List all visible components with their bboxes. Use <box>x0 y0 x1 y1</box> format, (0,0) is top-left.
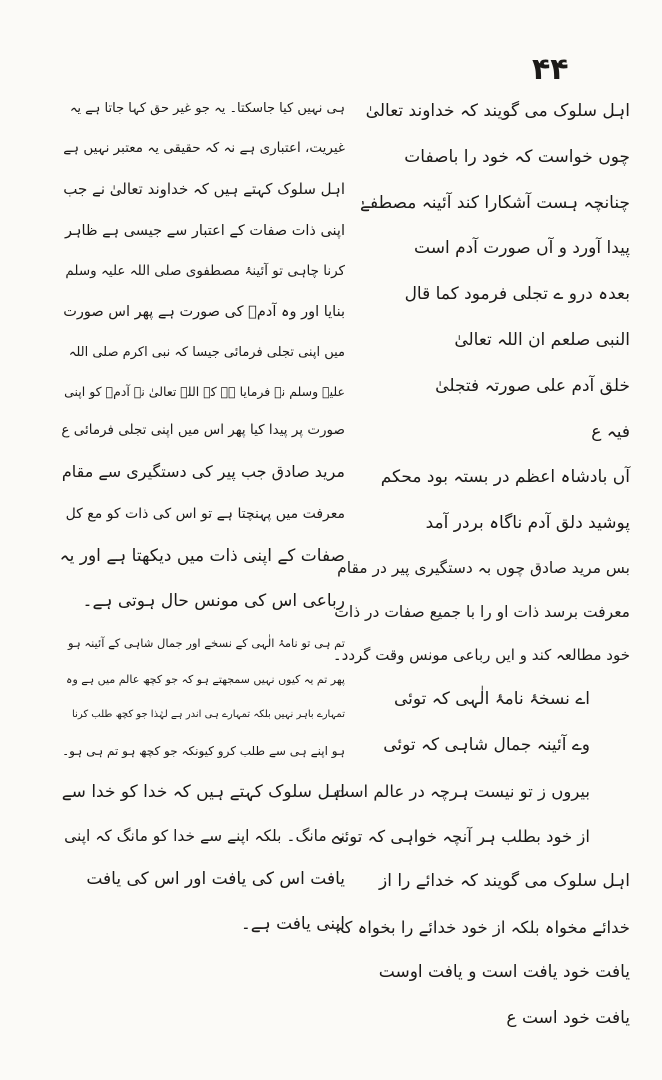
text-line: النبی صلعم ان اللہ تعالیٰ <box>454 329 630 350</box>
text-line: معرفت میں پہنچتا ہے تو اس کی ذات کو مع کل <box>65 505 345 522</box>
text-line: یافت خود است ع <box>506 1007 630 1028</box>
text-line: نہ مانگ۔ بلکہ اپنے سے خدا کو مانگ کہ اپنی <box>64 826 345 845</box>
text-line: یافت اس کی یافت اور اس کی یافت <box>86 869 345 890</box>
text-line: اہل سلوک می گویند کہ خدائے را از <box>379 871 630 892</box>
text-line: بعدہ درو ے تجلی فرمود کما قال <box>404 284 630 305</box>
text-line: خود مطالعہ کند و ایں رباعی مونس وقت گردد۔ <box>332 646 630 665</box>
text-line: یافت خود یافت است و یافت اوست <box>378 962 630 983</box>
verse-translation-line: ہو اپنے ہی سے طلب کرو کیونکہ جو کچھ ہو تم ہی ہو۔ <box>62 744 345 759</box>
verse-line: اے نسخۂ نامۂ الٰہی کہ توئی <box>393 689 590 710</box>
text-line: صورت پر پیدا کیا پھر اس میں اپنی تجلی فرمائی ع <box>61 422 345 439</box>
text-line: صفات کے اپنی ذات میں دیکھتا ہے اور یہ <box>59 546 345 567</box>
text-line: اہل سلوک می گویند کہ خداوند تعالیٰ <box>365 101 630 121</box>
verse-line: از خود بطلب ہر آنچہ خواہی کہ توئی <box>330 827 590 847</box>
text-line: خدائے مخواہ بلکہ از خود خدائے را بخواہ کہ <box>334 917 630 937</box>
text-line: معرفت برسد ذات او را با جمیع صفات در ذات <box>334 602 630 621</box>
text-line: رباعی اس کی مونس حال ہوتی ہے۔ <box>82 590 345 611</box>
text-line: میں اپنی تجلی فرمائی جیسا کہ نبی اکرم صلی اللہ <box>68 344 345 360</box>
text-line: پیدا آورد و آں صورت آدم است <box>414 238 630 259</box>
verse-translation-line: تمہارے باہر نہیں بلکہ تمہارے ہی اندر ہے لہٰذا جو کچھ طلب کرنا <box>72 709 345 721</box>
text-line: کرنا چاہی تو آئینۂ مصطفوی صلی اللہ علیہ وسلم <box>65 263 345 280</box>
text-line: اپنی یافت ہے۔ <box>240 914 345 935</box>
text-line: علیہ وسلم نے فرمایا ہے کہ اللہ تعالیٰ نے آدمؑ کو اپنی <box>64 383 345 399</box>
text-line: آں بادشاہ اعظم در بستہ بود محکم <box>380 467 630 488</box>
right-column-persian <box>330 100 630 1053</box>
text-line: اہل سلوک کہتے ہیں کہ خداوند تعالیٰ نے جب <box>63 180 345 199</box>
text-line: مرید صادق جب پیر کی دستگیری سے مقام <box>61 462 345 482</box>
text-line: ہی نہیں کیا جاسکتا۔ یہ جو غیر حق کہا جاتا ہے یہ <box>69 101 345 116</box>
verse-translation-line: تم ہی تو نامۂ الٰہی کے نسخے اور جمال شاہی کے آئینہ ہو <box>68 635 345 650</box>
text-line: چنانچہ ہست آشکارا کند آئینہ مصطفےٰ <box>360 192 630 213</box>
text-line: اپنی ذات صفات کے اعتبار سے جیسی ہے ظاہر <box>65 223 345 240</box>
page-number: ۴۴ <box>532 52 569 87</box>
text-line: چوں خواست کہ خود را باصفات <box>404 146 630 167</box>
text-line: پوشید دلق آدم ناگاہ بردر آمد <box>425 513 630 534</box>
text-line: فیہ ع <box>591 421 630 442</box>
text-line: غیریت، اعتباری ہے نہ کہ حقیقی یہ معتبر نہیں ہے <box>63 140 345 157</box>
verse-translation-line: پھر تم یہ کیوں نہیں سمجھتے ہو کہ جو کچھ عالم میں ہے وہ <box>66 672 345 686</box>
text-line: بنایا اور وہ آدمؑ کی صورت ہے پھر اس صورت <box>63 304 345 321</box>
left-column-urdu <box>60 100 345 958</box>
text-line: خلق آدم علی صورتہ فتجلیٰ <box>435 375 630 396</box>
text-line: بس مرید صادق چوں بہ دستگیری پیر در مقام <box>337 558 630 577</box>
verse-line: بیروں ز تو نیست ہرچہ در عالم است <box>333 781 590 801</box>
verse-line: وے آئینہ جمال شاہی کہ توئی <box>383 735 590 756</box>
text-line: اہل سلوک کہتے ہیں کہ خدا کو خدا سے <box>61 782 345 802</box>
